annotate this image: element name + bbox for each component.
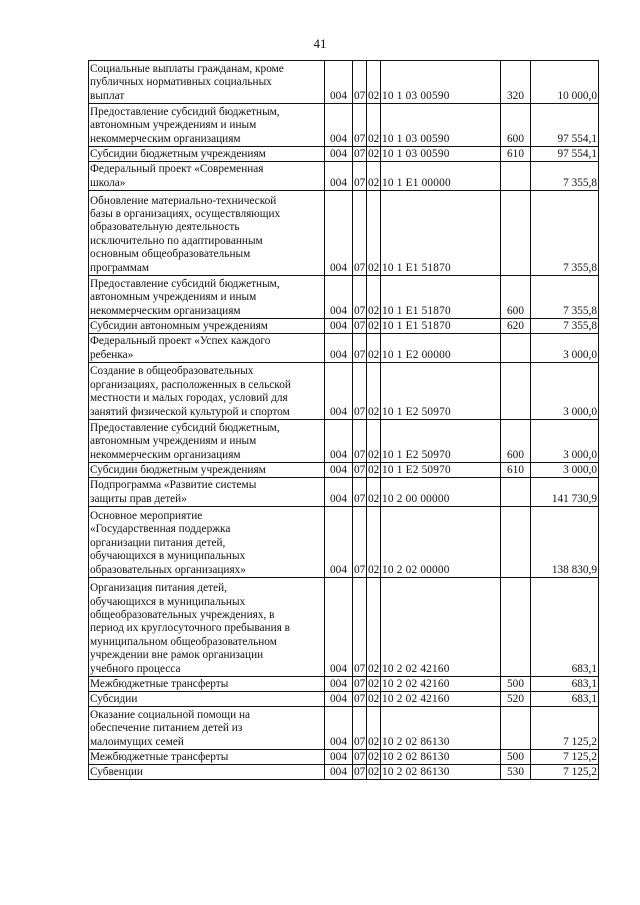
section-code-cell: 07 — [354, 463, 366, 476]
row-name-line: автономным учреждениям и иным — [90, 291, 257, 304]
row-name-line: учебного процесса — [90, 662, 181, 675]
row-name-cell — [89, 507, 325, 578]
row-name-line: Субсидии бюджетным учреждениям — [90, 147, 266, 160]
amount-cell: 7 355,8 — [531, 162, 599, 191]
row-name-cell — [89, 147, 325, 162]
amount-cell: 683,1 — [531, 692, 599, 707]
row-name-line: основным общеобразовательным — [90, 248, 251, 261]
row-name-line: Оказание социальной помощи на — [90, 708, 251, 721]
expense-type-cell: 320 — [501, 61, 531, 104]
table-row — [89, 319, 599, 334]
section-code-cell: 07 — [353, 276, 367, 319]
subsection-code-cell: 02 — [368, 677, 380, 690]
target-article-cell: 10 1 Е2 50970 — [381, 420, 501, 463]
budget-table — [88, 60, 599, 780]
target-article-cell: 10 2 00 00000 — [381, 478, 501, 507]
amount-cell: 97 554,1 — [531, 104, 599, 147]
expense-type-cell — [501, 507, 531, 578]
row-name-line: обеспечение питанием детей из — [90, 722, 243, 735]
target-article-cell: 10 1 Е1 51870 — [381, 191, 501, 276]
row-name-line: обучающихся в муниципальных — [90, 550, 246, 563]
amount-cell: 7 355,8 — [531, 276, 599, 319]
target-article-cell: 10 1 Е1 51870 — [381, 319, 501, 334]
target-article-cell: 10 2 02 42160 — [381, 692, 501, 707]
table-row — [89, 420, 599, 463]
target-article-cell: 10 1 Е1 51870 — [381, 276, 501, 319]
section-code-cell: 07 — [353, 707, 367, 750]
row-name-line: Предоставление субсидий бюджетным, — [90, 277, 280, 290]
row-name-line: «Государственная поддержка — [90, 523, 231, 536]
row-name-line: местности и малых городах, условий для — [90, 392, 288, 405]
amount-cell: 683,1 — [531, 677, 599, 692]
amount-cell: 138 830,9 — [531, 507, 599, 578]
target-article-cell: 10 1 Е1 00000 — [381, 162, 501, 191]
table-row — [89, 765, 599, 780]
row-name-line: организации питания детей, — [90, 536, 226, 549]
row-name-cell — [89, 692, 325, 707]
admin-code-cell: 004 — [325, 507, 353, 578]
row-name-line: Предоставление субсидий бюджетным, — [90, 421, 280, 434]
row-name-line: исключительно по адаптированным — [90, 234, 263, 247]
amount-cell: 3 000,0 — [531, 334, 599, 363]
expense-type-cell — [501, 363, 531, 420]
target-article-cell: 10 1 03 00590 — [381, 61, 501, 104]
amount-cell: 3 000,0 — [531, 420, 599, 463]
section-code-cell: 07 — [353, 191, 367, 276]
row-name-line: Субсидии автономным учреждениям — [90, 319, 268, 332]
row-name-line: Межбюджетные трансферты — [90, 750, 229, 763]
table-row — [89, 61, 599, 104]
section-code-cell: 07 — [353, 420, 367, 463]
admin-code-cell: 004 — [325, 578, 353, 677]
subsection-code-cell: 02 — [367, 363, 381, 420]
section-code-cell: 07 — [353, 104, 367, 147]
subsection-code-cell: 02 — [367, 707, 381, 750]
table-row — [89, 707, 599, 750]
expense-type-cell: 600 — [501, 104, 531, 147]
row-name-line: образовательных организациях» — [90, 563, 246, 576]
row-name-line: организациях, расположенных в сельской — [90, 378, 291, 391]
target-article-cell: 10 1 03 00590 — [381, 147, 501, 162]
table-row — [89, 677, 599, 692]
target-article-cell: 10 2 02 42160 — [381, 677, 501, 692]
section-code-cell: 07 — [353, 478, 367, 507]
target-article-cell: 10 1 Е2 50970 — [381, 363, 501, 420]
row-name-line: Организация питания детей, — [90, 582, 228, 595]
admin-code-cell: 004 — [325, 191, 353, 276]
section-code-cell: 07 — [354, 147, 366, 160]
expense-type-cell: 500 — [501, 677, 531, 692]
row-name-line: Основное мероприятие — [90, 509, 203, 522]
table-row — [89, 507, 599, 578]
section-code-cell: 07 — [354, 692, 366, 705]
subsection-code-cell: 02 — [368, 319, 380, 332]
table-row — [89, 750, 599, 765]
target-article-cell: 10 2 02 86130 — [381, 765, 501, 780]
row-name-line: выплат — [90, 89, 125, 102]
table-row — [89, 162, 599, 191]
subsection-code-cell: 02 — [367, 104, 381, 147]
row-name-line: период их круглосуточного пребывания в — [90, 622, 290, 635]
admin-code-cell: 004 — [325, 363, 353, 420]
section-code-cell: 07 — [354, 319, 366, 332]
admin-code-cell: 004 — [325, 104, 353, 147]
expense-type-cell — [501, 478, 531, 507]
row-name-line: образовательную деятельность — [90, 221, 240, 234]
section-code-cell: 07 — [353, 162, 367, 191]
row-name-line: обучающихся в муниципальных — [90, 595, 246, 608]
subsection-code-cell: 02 — [368, 463, 380, 476]
expense-type-cell: 610 — [501, 463, 531, 478]
admin-code-cell: 004 — [325, 319, 353, 334]
subsection-code-cell: 02 — [367, 191, 381, 276]
subsection-code-cell: 02 — [367, 478, 381, 507]
target-article-cell: 10 1 Е2 50970 — [381, 463, 501, 478]
amount-cell: 7 125,2 — [531, 765, 599, 780]
target-article-cell: 10 2 02 86130 — [381, 750, 501, 765]
subsection-code-cell: 02 — [367, 507, 381, 578]
row-name-line: ребенка» — [90, 348, 134, 361]
row-name-line: некоммерческим организациям — [90, 448, 241, 461]
section-code-cell: 07 — [353, 578, 367, 677]
amount-cell: 141 730,9 — [531, 478, 599, 507]
subsection-code-cell: 02 — [368, 147, 380, 160]
row-name-line: Федеральный проект «Современная — [90, 163, 264, 176]
expense-type-cell — [501, 162, 531, 191]
admin-code-cell: 004 — [325, 147, 353, 162]
section-code-cell: 07 — [353, 363, 367, 420]
admin-code-cell: 004 — [325, 334, 353, 363]
expense-type-cell — [501, 578, 531, 677]
expense-type-cell: 500 — [501, 750, 531, 765]
row-name-cell — [89, 463, 325, 478]
admin-code-cell: 004 — [325, 276, 353, 319]
target-article-cell: 10 2 02 86130 — [381, 707, 501, 750]
subsection-code-cell: 02 — [367, 578, 381, 677]
page-number: 41 — [313, 36, 327, 51]
row-name-cell — [89, 191, 325, 276]
row-name-cell — [89, 420, 325, 463]
row-name-line: малоимущих семей — [90, 735, 184, 748]
row-name-line: Подпрограмма «Развитие системы — [90, 479, 257, 492]
admin-code-cell: 004 — [325, 463, 353, 478]
row-name-line: Субсидии бюджетным учреждениям — [90, 463, 266, 476]
amount-cell: 7 355,8 — [531, 191, 599, 276]
row-name-line: Социальные выплаты гражданам, кроме — [90, 62, 284, 75]
table-row — [89, 104, 599, 147]
row-name-cell — [89, 750, 325, 765]
table-row — [89, 334, 599, 363]
admin-code-cell: 004 — [325, 692, 353, 707]
subsection-code-cell: 02 — [368, 692, 380, 705]
row-name-line: публичных нормативных социальных — [90, 76, 272, 89]
target-article-cell: 10 2 02 00000 — [381, 507, 501, 578]
target-article-cell: 10 2 02 42160 — [381, 578, 501, 677]
row-name-line: автономным учреждениям и иным — [90, 435, 257, 448]
row-name-line: Предоставление субсидий бюджетным, — [90, 105, 280, 118]
table-row — [89, 147, 599, 162]
section-code-cell: 07 — [353, 507, 367, 578]
admin-code-cell: 004 — [325, 478, 353, 507]
admin-code-cell: 004 — [325, 420, 353, 463]
row-name-cell — [89, 707, 325, 750]
admin-code-cell: 004 — [325, 750, 353, 765]
table-row — [89, 363, 599, 420]
row-name-cell — [89, 162, 325, 191]
row-name-cell — [89, 276, 325, 319]
admin-code-cell: 004 — [325, 707, 353, 750]
row-name-line: общеобразовательных учреждениях, в — [90, 608, 275, 621]
row-name-line: муниципальном общеобразовательном — [90, 635, 277, 648]
amount-cell: 3 000,0 — [531, 463, 599, 478]
row-name-line: некоммерческим организациям — [90, 132, 241, 145]
expense-type-cell — [501, 707, 531, 750]
row-name-line: защиты прав детей» — [90, 492, 187, 505]
row-name-line: базы в организациях, осуществляющих — [90, 207, 281, 220]
admin-code-cell: 004 — [325, 677, 353, 692]
subsection-code-cell: 02 — [367, 420, 381, 463]
row-name-line: программам — [90, 261, 150, 274]
table-row — [89, 463, 599, 478]
expense-type-cell: 610 — [501, 147, 531, 162]
section-code-cell: 07 — [354, 765, 366, 778]
subsection-code-cell: 02 — [368, 765, 380, 778]
subsection-code-cell: 02 — [367, 162, 381, 191]
row-name-cell — [89, 319, 325, 334]
amount-cell: 7 125,2 — [531, 707, 599, 750]
expense-type-cell: 530 — [501, 765, 531, 780]
section-code-cell: 07 — [354, 750, 366, 763]
admin-code-cell: 004 — [325, 765, 353, 780]
admin-code-cell: 004 — [325, 61, 353, 104]
amount-cell: 10 000,0 — [531, 61, 599, 104]
row-name-line: Субсидии — [90, 692, 138, 705]
budget-table-body — [89, 61, 599, 780]
expense-type-cell: 520 — [501, 692, 531, 707]
table-row — [89, 692, 599, 707]
row-name-cell — [89, 61, 325, 104]
row-name-cell — [89, 677, 325, 692]
subsection-code-cell: 02 — [368, 750, 380, 763]
table-row — [89, 191, 599, 276]
row-name-cell — [89, 765, 325, 780]
amount-cell: 683,1 — [531, 578, 599, 677]
row-name-line: Межбюджетные трансферты — [90, 677, 229, 690]
row-name-cell — [89, 578, 325, 677]
subsection-code-cell: 02 — [367, 334, 381, 363]
row-name-line: занятий физической культурой и спортом — [90, 405, 290, 418]
row-name-cell — [89, 478, 325, 507]
row-name-line: школа» — [90, 176, 126, 189]
subsection-code-cell: 02 — [367, 276, 381, 319]
expense-type-cell: 620 — [501, 319, 531, 334]
table-row — [89, 578, 599, 677]
section-code-cell: 07 — [353, 334, 367, 363]
row-name-line: Федеральный проект «Успех каждого — [90, 335, 271, 348]
expense-type-cell: 600 — [501, 420, 531, 463]
row-name-line: учреждении вне рамок организации — [90, 649, 264, 662]
row-name-line: некоммерческим организациям — [90, 304, 241, 317]
row-name-line: Обновление материально-технической — [90, 194, 277, 207]
table-row — [89, 276, 599, 319]
expense-type-cell: 600 — [501, 276, 531, 319]
row-name-line: Создание в общеобразовательных — [90, 365, 254, 378]
amount-cell: 3 000,0 — [531, 363, 599, 420]
target-article-cell: 10 1 Е2 00000 — [381, 334, 501, 363]
section-code-cell: 07 — [354, 677, 366, 690]
row-name-line: автономным учреждениям и иным — [90, 119, 257, 132]
expense-type-cell — [501, 334, 531, 363]
section-code-cell: 07 — [353, 61, 367, 104]
admin-code-cell: 004 — [325, 162, 353, 191]
table-row — [89, 478, 599, 507]
row-name-cell — [89, 363, 325, 420]
row-name-line: Субвенции — [90, 765, 143, 778]
row-name-cell — [89, 104, 325, 147]
row-name-cell — [89, 334, 325, 363]
subsection-code-cell: 02 — [367, 61, 381, 104]
amount-cell: 7 355,8 — [531, 319, 599, 334]
amount-cell: 7 125,2 — [531, 750, 599, 765]
amount-cell: 97 554,1 — [531, 147, 599, 162]
target-article-cell: 10 1 03 00590 — [381, 104, 501, 147]
expense-type-cell — [501, 191, 531, 276]
